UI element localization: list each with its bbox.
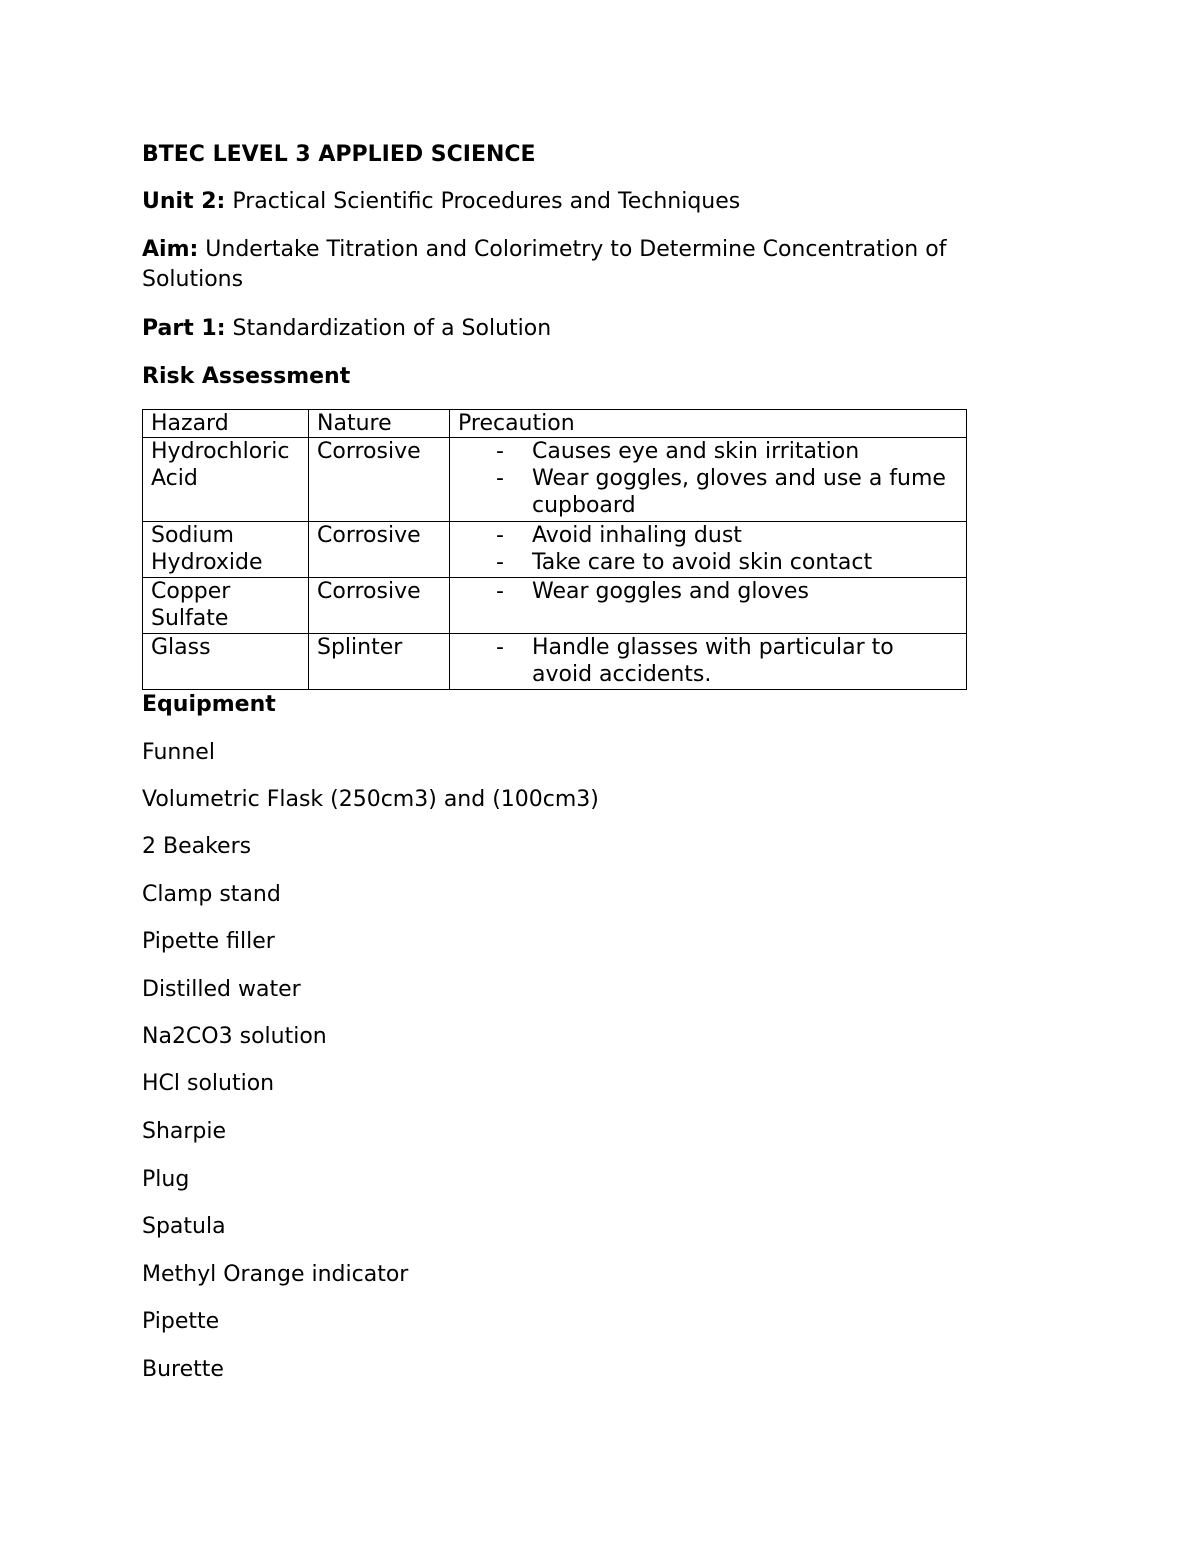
part-line	[142, 314, 551, 344]
precaution-cell	[450, 438, 967, 522]
risk-assessment-table	[142, 409, 967, 690]
table-row	[143, 522, 967, 578]
equipment-item: Burette	[142, 1357, 224, 1382]
header-precaution: Precaution	[450, 410, 967, 438]
unit-text: Practical Scientific Procedures and Techniques	[232, 189, 741, 214]
precaution-item: - Wear goggles and gloves	[496, 579, 809, 604]
part-text: Standardization of a Solution	[232, 316, 552, 341]
header-nature: Nature	[309, 410, 450, 438]
nature-cell: Corrosive	[309, 438, 450, 522]
hazard-cell: Copper Sulfate	[143, 578, 309, 634]
precaution-cell	[450, 634, 967, 690]
hazard-cell: Sodium Hydroxide	[143, 522, 309, 578]
equipment-item: HCl solution	[142, 1071, 275, 1096]
equipment-item: Clamp stand	[142, 882, 281, 907]
hazard-cell: Glass	[143, 634, 309, 690]
nature-cell: Corrosive	[309, 522, 450, 578]
precaution-cell	[450, 578, 967, 634]
equipment-heading: Equipment	[142, 692, 276, 717]
precaution-cell	[450, 522, 967, 578]
table-row	[143, 578, 967, 634]
equipment-item: Spatula	[142, 1214, 226, 1239]
table-row	[143, 438, 967, 522]
equipment-item: 2 Beakers	[142, 834, 252, 859]
document-title: BTEC LEVEL 3 APPLIED SCIENCE	[142, 142, 536, 167]
equipment-item: Na2CO3 solution	[142, 1024, 327, 1049]
equipment-item: Distilled water	[142, 977, 301, 1002]
risk-heading: Risk Assessment	[142, 364, 351, 389]
precaution-item: - Wear goggles, gloves and use a fume cupboard	[496, 466, 946, 518]
aim-label: Aim:	[142, 237, 199, 262]
nature-cell: Splinter	[309, 634, 450, 690]
precaution-item: - Avoid inhaling dust	[496, 523, 742, 548]
hazard-cell: Hydrochloric Acid	[143, 438, 309, 522]
equipment-item: Methyl Orange indicator	[142, 1262, 409, 1287]
unit-line	[142, 187, 740, 217]
part-label: Part 1:	[142, 316, 226, 341]
equipment-item: Pipette filler	[142, 929, 275, 954]
nature-cell: Corrosive	[309, 578, 450, 634]
equipment-item: Sharpie	[142, 1119, 227, 1144]
table-header-row	[143, 410, 967, 438]
precaution-item: - Causes eye and skin irritation	[496, 439, 860, 464]
aim-line	[142, 235, 1022, 295]
table-row	[143, 634, 967, 690]
equipment-item: Funnel	[142, 740, 215, 765]
equipment-item: Plug	[142, 1167, 190, 1192]
header-hazard: Hazard	[143, 410, 309, 438]
unit-label: Unit 2:	[142, 189, 226, 214]
equipment-item: Pipette	[142, 1309, 220, 1334]
equipment-item: Volumetric Flask (250cm3) and (100cm3)	[142, 787, 599, 812]
precaution-item: - Take care to avoid skin contact	[496, 550, 873, 575]
precaution-item: - Handle glasses with particular to avoid accidents.	[496, 635, 894, 687]
aim-text: Undertake Titration and Colorimetry to Determine Concentration of Solutions	[142, 237, 947, 292]
